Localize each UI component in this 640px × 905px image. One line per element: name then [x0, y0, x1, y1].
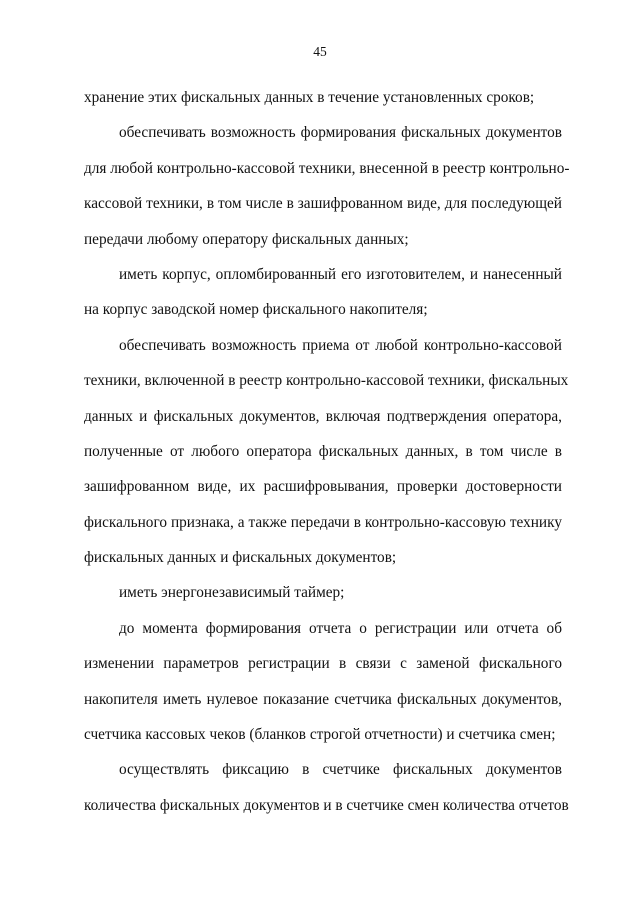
- text-line: осуществлять фиксацию в счетчике фискальных документов: [119, 761, 562, 779]
- text-line: обеспечивать возможность формирования фискальных документов: [119, 124, 562, 142]
- document-body: [84, 80, 570, 823]
- text-line: на корпус заводской номер фискального накопителя;: [84, 301, 428, 319]
- text-line: иметь энергонезависимый таймер;: [119, 584, 345, 602]
- text-line: фискального признака, а также передачи в контрольно-кассовую технику: [84, 513, 562, 531]
- text-line: данных и фискальных документов, включая подтверждения оператора,: [84, 407, 562, 425]
- text-line: полученные от любого оператора фискальных данных, в том числе в: [84, 442, 562, 460]
- text-line: хранение этих фискальных данных в течение установленных сроков;: [84, 89, 535, 106]
- text-line: передачи любому оператору фискальных данных;: [84, 230, 409, 248]
- text-line: изменении параметров регистрации в связи с заменой фискального: [84, 655, 562, 673]
- text-line: обеспечивать возможность приема от любой контрольно-кассовой: [119, 336, 562, 354]
- page-number: 45: [313, 44, 327, 59]
- text-line: до момента формирования отчета о регистрации или отчета об: [119, 619, 562, 637]
- text-line: количества фискальных документов и в счетчике смен количества отчетов: [84, 796, 569, 814]
- text-line: фискальных данных и фискальных документов;: [84, 549, 397, 567]
- text-line: для любой контрольно-кассовой техники, внесенной в реестр контрольно-: [84, 159, 570, 177]
- text-line: счетчика кассовых чеков (бланков строгой отчетности) и счетчика смен;: [84, 726, 556, 744]
- text-line: техники, включенной в реестр контрольно-кассовой техники, фискальных: [84, 372, 569, 390]
- text-line: иметь корпус, опломбированный его изготовителем, и нанесенный: [119, 265, 562, 283]
- text-line: кассовой техники, в том числе в зашифрованном виде, для последующей: [84, 195, 562, 213]
- text-line: накопителя иметь нулевое показание счетчика фискальных документов,: [84, 690, 562, 708]
- text-line: зашифрованном виде, их расшифровывания, проверки достоверности: [84, 478, 562, 496]
